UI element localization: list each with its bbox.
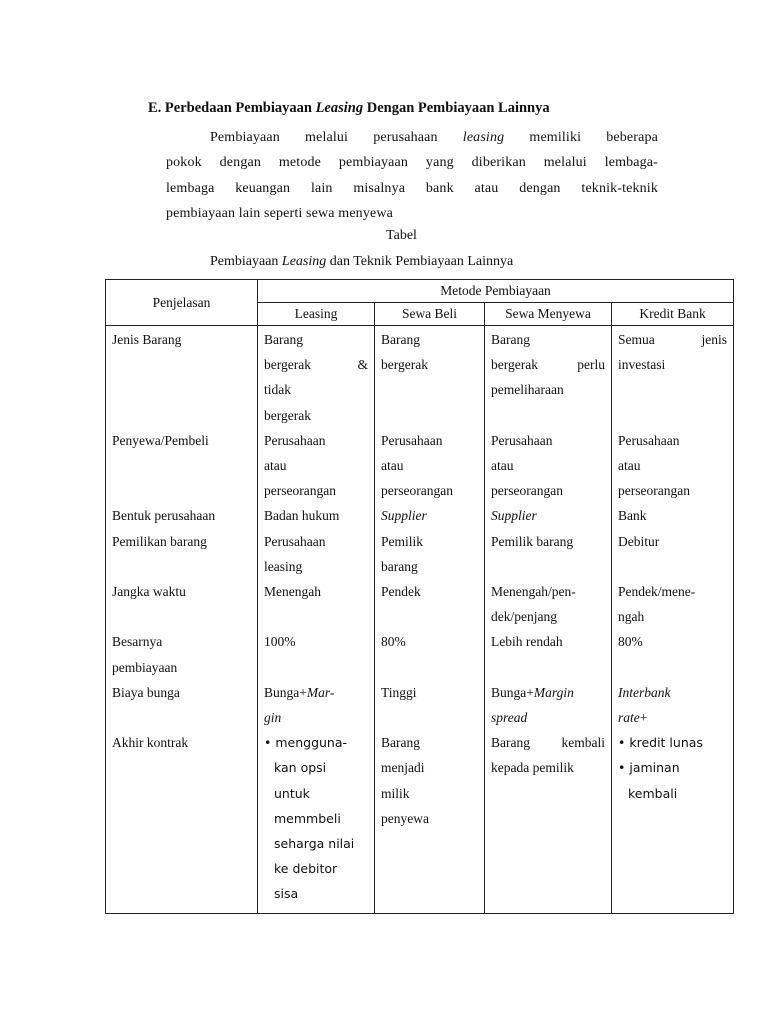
header-metode: Metode Pembiayaan <box>258 280 734 303</box>
table-row: Akhir kontrak • mengguna- kan opsi untuk memmbeli seharga nilai ke debitor sisa Barang menjadi milik penyewa Barang kembali kepada pemilik • kredit lunas • jaminan kembali <box>106 730 734 913</box>
table-caption-label: Tabel <box>386 228 417 243</box>
paragraph-line: pokok dengan metode pembiayaan yang diberikan melalui lembaga- <box>166 155 658 171</box>
header-leasing: Leasing <box>258 303 375 326</box>
table-row: Besarnya pembiayaan 100% 80% Lebih rendah 80% <box>106 629 734 679</box>
table-caption-title: Pembiayaan Leasing dan Teknik Pembiayaan Lainnya <box>210 254 514 269</box>
paragraph-line: lembaga keuangan lain misalnya bank atau dengan teknik-teknik <box>166 180 658 196</box>
paragraph-line: pembiayaan lain seperti sewa menyewa <box>166 205 393 221</box>
table-row: Jenis Barang Barang bergerak & tidak bergerak Barang bergerak Barang bergerak perlu pemeliharaan Semua jenis investasi <box>106 326 734 428</box>
header-sewa-beli: Sewa Beli <box>375 303 485 326</box>
section-heading: E. Perbedaan Pembiayaan Leasing Dengan Pembiayaan Lainnya <box>148 100 550 116</box>
table-row: Jangka waktu Menengah Pendek Menengah/pen- dek/penjang Pendek/mene- ngah <box>106 579 734 629</box>
header-kredit-bank: Kredit Bank <box>612 303 734 326</box>
header-penjelasan: Penjelasan <box>106 280 258 326</box>
intro-paragraph <box>166 125 658 226</box>
table-row: Penyewa/Pembeli Perusahaan atau perseorangan Perusahaan atau perseorangan Perusahaan atau perseorangan Perusahaan atau perseorangan <box>106 428 734 504</box>
table-row: Biaya bunga Bunga+Mar- gin Tinggi Bunga+Margin spread Interbank rate+ <box>106 680 734 730</box>
paragraph-line: Pembiayaan melalui perusahaan leasing memiliki beberapa <box>210 130 658 145</box>
table-row: Bentuk perusahaan Badan hukum Supplier Supplier Bank <box>106 503 734 528</box>
table-row: Pemilikan barang Perusahaan leasing Pemilik barang Pemilik barang Debitur <box>106 529 734 579</box>
header-sewa-menyewa: Sewa Menyewa <box>485 303 612 326</box>
comparison-table <box>105 279 734 914</box>
